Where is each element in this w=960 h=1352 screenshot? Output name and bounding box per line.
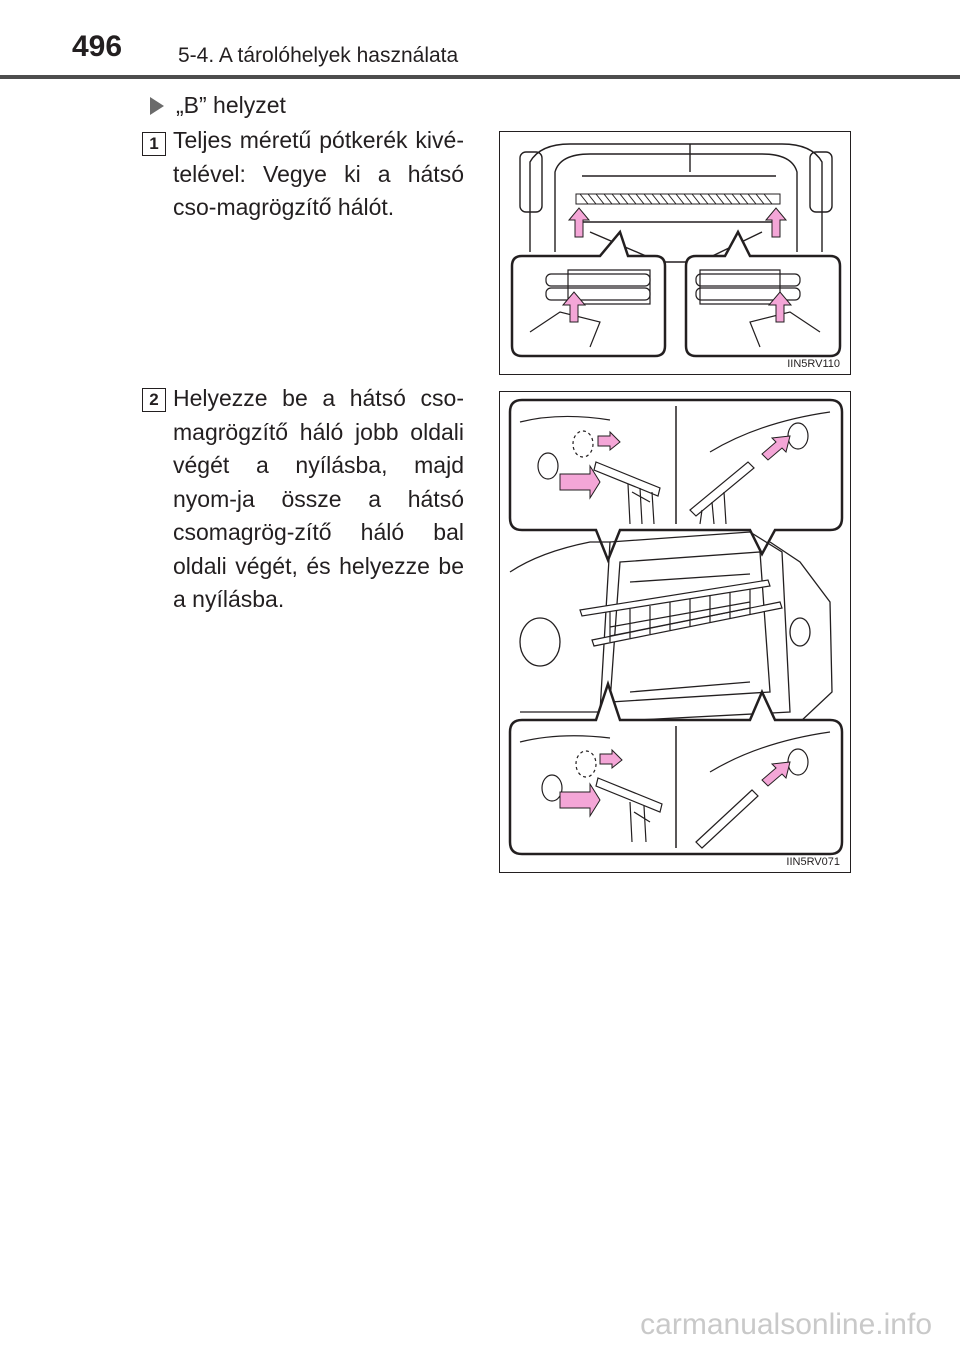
section-title: 5-4. A tárolóhelyek használata [178, 44, 459, 67]
watermark: carmanualsonline.info [640, 1308, 932, 1341]
figure-2-illustration [500, 392, 852, 874]
triangle-bullet-icon [150, 97, 164, 115]
position-bullet [150, 92, 286, 119]
figure-code: IIN5RV071 [786, 856, 840, 868]
header-rule [0, 75, 960, 79]
figure-1-remove-net [499, 131, 851, 375]
step-number-2: 2 [142, 388, 166, 412]
step-number-1: 1 [142, 132, 166, 156]
page-number: 496 [72, 30, 123, 63]
step-text-2: Helyezze be a hátsó cso-magrögzítő háló jobb oldali végét a nyílásba, majd nyom-ja össze a hátsó csomagrög-zítő háló bal oldali végét, és helyezze be a nyílásba. [173, 385, 464, 612]
bullet-text: „B” helyzet [176, 92, 286, 118]
step-text-1: Teljes méretű pótkerék kivé-telével: Vegye ki a hátsó cso-magrögzítő hálót. [173, 127, 464, 220]
figure-2-install-net [499, 391, 851, 873]
figure-code: IIN5RV110 [787, 358, 840, 370]
page-header [0, 0, 960, 80]
figure-1-illustration [500, 132, 852, 376]
